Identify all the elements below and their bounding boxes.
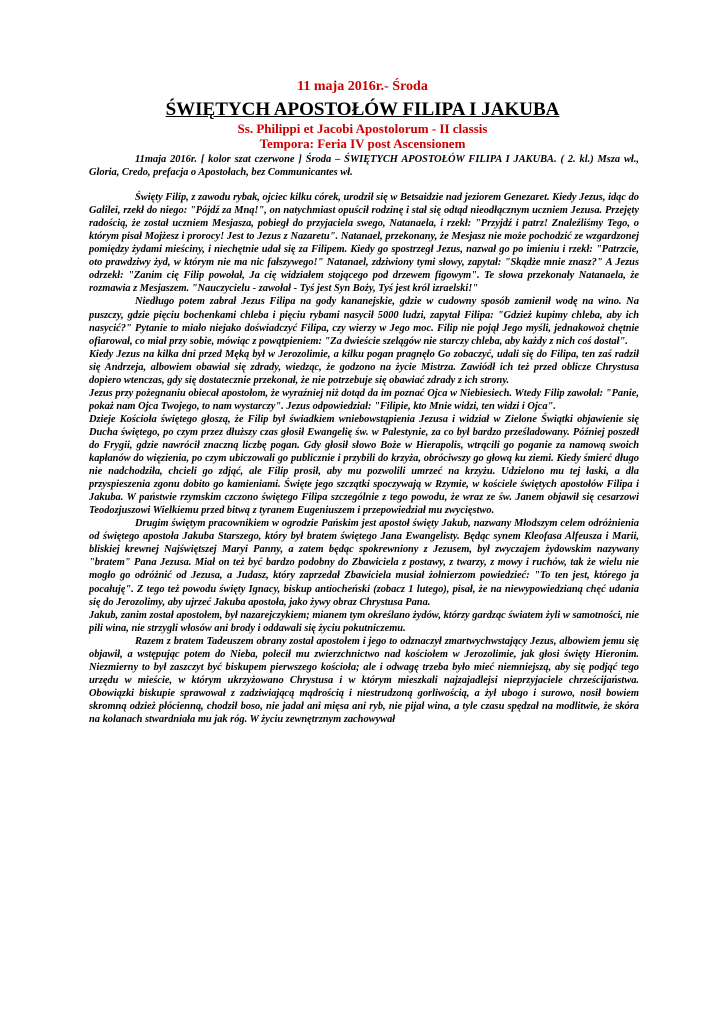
document-header (0, 78, 725, 151)
tempora-line: Tempora: Feria IV post Ascensionem (259, 136, 466, 151)
body-paragraph: Drugim świętym pracownikiem w ogrodzie Pańskim jest apostoł święty Jakub, nazwany Młodszym celem odróżnienia od świętego apostoła Jakuba Starszego, który był bratem świętego Jana Ewangelisty. Będąc synem Kleofasa Alfeusza i Marii, bliskiej krewnej Najświętszej Maryi Panny, a zatem będąc spokrewniony z Jezusem, był zwyczajem żydowskim nazywany "bratem" Pana Jezusa. Miał on też być bardzo podobny do Zbawiciela z postawy, z twarzy, z mowy i ruchów, tak że wielu nie mogło go odróżnić od Jezusa, a Judasz, który zaprzedał Zbawiciela musiał żołnierzom powiedzieć: "To ten jest, którego ja pocałuję". Z tego też powodu święty Ignacy, biskup antiocheński (zobacz 1 lutego), pisał, że na niewypowiedzianą chęć udania się do Jerozolimy, aby ujrzeć Jakuba apostoła, jako żywy obraz Chrystusa Pana. (89, 518, 639, 608)
liturgical-note: 11maja 2016r. [ kolor szat czerwone ] Środa – ŚWIĘTYCH APOSTOŁÓW FILIPA I JAKUBA. ( 2. kl.) Msza wł., Gloria, Credo, prefacja o Apostołach, bez Communicantes wł. (89, 154, 639, 179)
body-paragraph: Jezus przy pożegnaniu obiecał apostołom, że wyraźniej niż dotąd da im poznać Ojca w Niebiesiech. Wtedy Filip zawołał: "Panie, pokaż nam Ojca Twojego, to nam wystarczy". Jezus odpowiedział: "Filipie, kto Mnie widzi, ten widzi i Ojca". (89, 387, 639, 412)
body-paragraph: Niedługo potem zabrał Jezus Filipa na gody kananejskie, gdzie w cudowny sposób zamienił wodę na wino. Na puszczy, gdzie pięciu bochenkami chleba i pięciu rybami nasycił 5000 ludzi, zapytał Filipa: "Gdzież kupimy chleba, aby ich nasycić?" Pytanie to miało niejako doświadczyć Filipa, czy wierzy w Jego moc. Filip nie pojął Jego myśli, jednakowoż chętnie ofiarował, co miał przy sobie, mówiąc z powątpieniem: "Za dwieście szelągów nie starczy chleba, aby każdy z nich coś dostał". (89, 296, 639, 347)
body-paragraph: Święty Filip, z zawodu rybak, ojciec kilku córek, urodził się w Betsaidzie nad jeziorem Genezaret. Kiedy Jezus, idąc do Galilei, rzekł do niego: "Pójdź za Mną!", on natychmiast opuścił rodzinę i stał się odtąd nieodłącznym uczniem Jezusa. Przejęty radością, że został uczniem Mesjasza, pobiegł do przyjaciela swego, Natanaela, i rzekł: "Przyjdź i patrz! Znaleźliśmy Tego, o którym pisał Mojżesz i prorocy! Jest to Jezus z Nazaretu". Natanael, przekonany, że Mesjasz nie może pochodzić ze wzgardzonej pomiędzy żydami mieściny, i niechętnie udał się za Filipem. Kiedy go spostrzegł Jezus, nazwał go po imieniu i rzekł: "Patrzcie, oto prawdziwy żyd, w którym nie ma nic fałszywego!" Natanael, zdziwiony tymi słowy, zapytał: "Skądże mnie znasz?" A Jezus odrzekł: "Zanim cię Filip powołał, Ja cię widziałem stojącego pod drzewem figowym". Te słowa przekonały Natanaela, że rozmawia z Mesjaszem. "Nauczycielu - zawołał - Tyś jest Syn Boży, Tyś jest król izraelski!" (89, 192, 639, 295)
body-paragraph: Kiedy Jezus na kilka dni przed Męką był w Jerozolimie, a kilku pogan pragnęło Go zobaczyć, udali się do Filipa, ten zaś radził się Andrzeja, albowiem obawiał się zdrady, wiedząc, że godzono na życie Mistrza. Zawiódł ich też przed oblicze Chrystusa dopiero wtenczas, gdy się dostatecznie przekonał, że nie potrzebuje się obawiać zdrady z ich strony. (89, 348, 639, 386)
date-heading: 11 maja 2016r.- Środa (297, 79, 428, 94)
body-paragraph: Razem z bratem Tadeuszem obrany został apostołem i jego to odznaczył zmartwychwstający Jezus, albowiem jemu się objawił, a wstępując potem do Nieba, polecił mu zwierzchnictwo nad kościołem w Jerozolimie, jak głosi święty Hieronim. Niezmierny to był zaszczyt być biskupem pierwszego kościoła; ale i odwagę trzeba było mieć niemniejszą, aby się podjąć tego urzędu w mieście, w którym ukrzyżowano Chrystusa i w którym mieszkali najzajadlejsi nieprzyjaciele chrześcijaństwa. Obowiązki biskupie sprawował z zadziwiającą mądrością i niestrudzoną gorliwością, a żył ubogo i surowo, nosił bowiem skromną odzież płócienną, chodził boso, nie jadał ani mięsa ani ryb, nie pijał wina, a tyle czasu spędzał na modlitwie, że skóra na kolanach stwardniała mu jak róg. W życiu zewnętrznym zachowywał (89, 635, 639, 725)
document-body (89, 153, 639, 726)
feast-title: ŚWIĘTYCH APOSTOŁÓW FILIPA I JAKUBA (165, 99, 560, 120)
body-paragraph: Dzieje Kościoła świętego głoszą, że Filip był świadkiem wniebowstąpienia Jezusa i widział w Zielone Świątki objawienie się Ducha świętego, po czym przez dłuższy czas głosił Ewangelię św. w Palestynie, za co był bardzo prześladowany. Później poszedł do Frygii, gdzie nawrócił znaczną liczbę pogan. Gdy głosił słowo Boże w Hierapolis, wtrącili go poganie za namową swoich kapłanów do więzienia, po czym ubiczowali go publicznie i przybili do krzyża, obróciwszy go głową ku ziemi. Kiedy śmierć długo nie nadchodziła, chcieli go zdjąć, ale Filip prosił, aby mu pozwolili umrzeć na krzyżu. Udzielono mu tej łaski, a dla przyspieszenia zgonu dobito go kamieniami. Święte jego szczątki spoczywają w Rzymie, w kościele świętych apostołów Filipa i Jakuba. W państwie rzymskim czczono świętego Filipa szczególnie z tego powodu, że wraz ze św. Janem objawił się cesarzowi Teodozjuszowi Wielkiemu przed bitwą z tyranem Eugeniuszem i przepowiedział mu zwycięstwo. (89, 413, 639, 517)
latin-title: Ss. Philippi et Jacobi Apostolorum - II classis (237, 121, 488, 136)
body-paragraph: Jakub, zanim został apostołem, był nazarejczykiem; mianem tym określano żydów, którzy gardząc światem żyli w samotności, nie pili wina, nie strzygli włosów ani brody i oddawali się życiu pokutniczemu. (89, 609, 639, 634)
